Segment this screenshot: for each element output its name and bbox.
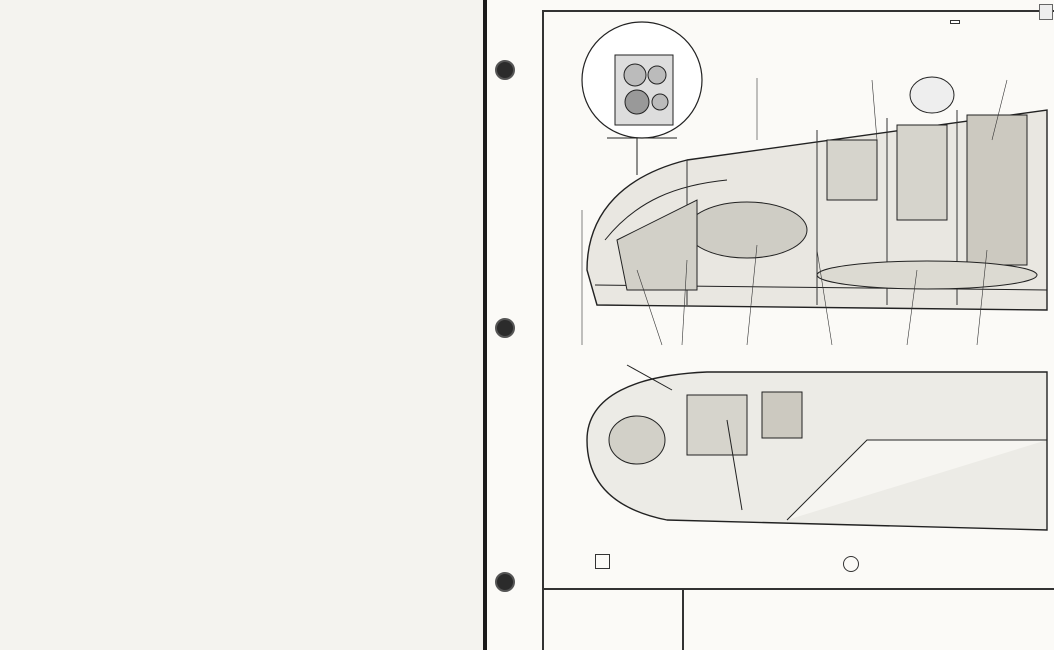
- lower-fuselage: [587, 365, 1047, 530]
- legend-later: [595, 554, 616, 569]
- figure-reference: [950, 20, 960, 24]
- aircraft-cutaway-drawing: [487, 0, 1054, 650]
- right-page: [487, 0, 1054, 650]
- square-marker-icon: [595, 554, 610, 569]
- legend-earlier: [843, 556, 865, 572]
- circle-marker-icon: [843, 556, 859, 572]
- divider: [542, 588, 1054, 590]
- divider: [682, 588, 684, 650]
- left-page: [0, 0, 483, 650]
- instrument-panel-inset: [582, 22, 702, 175]
- scrollbar[interactable]: [1040, 0, 1054, 650]
- scroll-grip-icon[interactable]: [1042, 210, 1052, 232]
- scroll-up-button[interactable]: [1039, 4, 1053, 20]
